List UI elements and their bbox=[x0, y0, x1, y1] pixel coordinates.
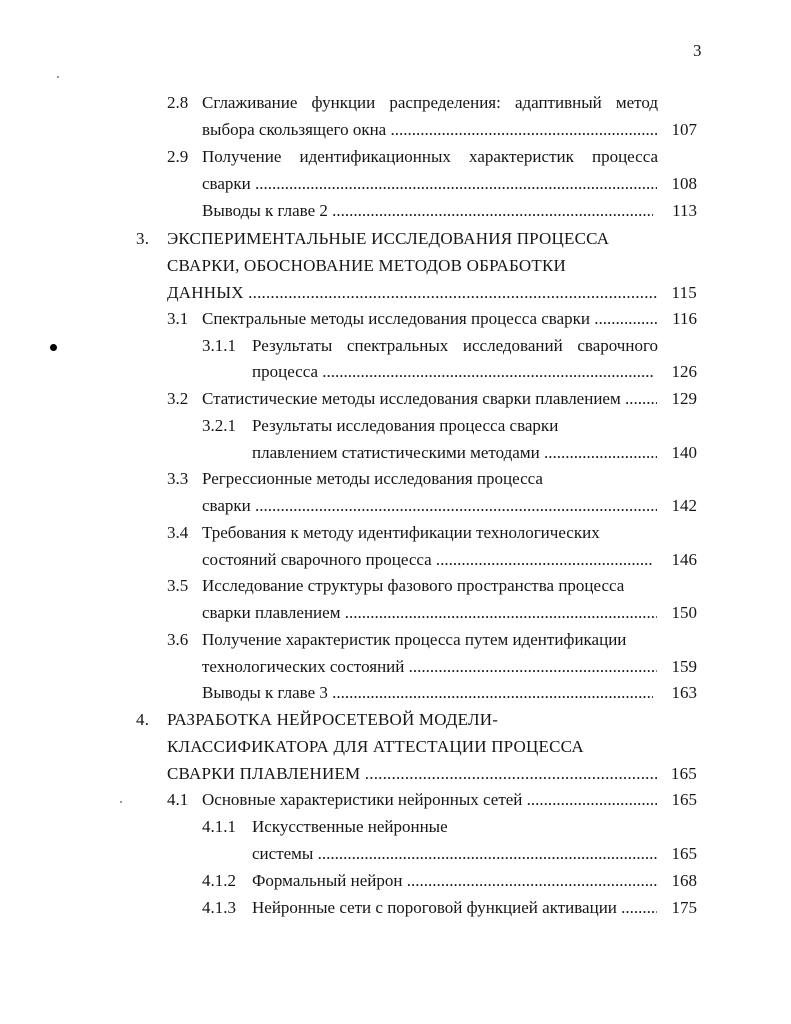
toc-entry-2-9 bbox=[0, 144, 791, 170]
entry-title-line: Сглаживание функции распределения: адаптивный метод bbox=[202, 93, 658, 112]
entry-page: 159 bbox=[671, 657, 697, 676]
toc-entry-3-3-cont bbox=[0, 493, 791, 519]
entry-page: 165 bbox=[671, 844, 697, 863]
entry-title-line: Искусственные нейронные bbox=[252, 817, 448, 836]
scan-speck bbox=[120, 801, 122, 803]
entry-page: 113 bbox=[672, 201, 697, 220]
entry-page: 126 bbox=[671, 362, 697, 381]
entry-title-line: Нейронные сети с пороговой функцией активации ..... bbox=[252, 895, 657, 921]
entry-page: 115 bbox=[671, 283, 697, 302]
entry-title-line: сварки плавлением ..... bbox=[202, 600, 657, 626]
entry-number: 2.8 bbox=[167, 93, 189, 112]
chapter-title-line: ДАННЫХ ..... bbox=[167, 280, 657, 306]
toc-entry-3-1-1 bbox=[0, 333, 791, 359]
toc-entry-3-2 bbox=[0, 386, 791, 412]
entry-number: 4.1.1 bbox=[202, 817, 236, 836]
entry-page: 146 bbox=[671, 550, 697, 569]
toc-entry-3-3 bbox=[0, 466, 791, 492]
entry-title-line: плавлением статистическими методами ..... bbox=[252, 440, 657, 466]
entry-page: 107 bbox=[671, 120, 697, 139]
entry-title-line: Статистические методы исследования сварки плавлением ..... bbox=[202, 386, 657, 412]
entry-page: 140 bbox=[671, 443, 697, 462]
entry-page: 108 bbox=[671, 174, 697, 193]
entry-title-line: Результаты спектральных исследований сварочного bbox=[252, 336, 658, 355]
entry-page: 142 bbox=[671, 496, 697, 515]
toc-entry-4-1-1-cont bbox=[0, 841, 791, 867]
chapter-title-line: СВАРКИ ПЛАВЛЕНИЕМ ..... bbox=[167, 761, 657, 787]
entry-number: 3.2.1 bbox=[202, 416, 236, 435]
page-number: 3 bbox=[693, 41, 702, 60]
entry-title-line: сварки ..... bbox=[202, 493, 657, 519]
entry-number: 3.6 bbox=[167, 630, 189, 649]
entry-title-line: Регрессионные методы исследования процесса bbox=[202, 469, 543, 488]
entry-title-line: Получение характеристик процесса путем идентификации bbox=[202, 630, 627, 649]
entry-number: 4.1.3 bbox=[202, 898, 236, 917]
entry-page: 116 bbox=[672, 309, 697, 328]
entry-page: 165 bbox=[670, 764, 697, 783]
chapter-title-line: СВАРКИ, ОБОСНОВАНИЕ МЕТОДОВ ОБРАБОТКИ bbox=[167, 256, 566, 275]
toc-entry-3-5-cont bbox=[0, 600, 791, 626]
chapter-title-line: КЛАССИФИКАТОРА ДЛЯ АТТЕСТАЦИИ ПРОЦЕССА bbox=[167, 737, 584, 756]
toc-entry-3-1 bbox=[0, 306, 791, 332]
entry-number: 3.2 bbox=[167, 389, 189, 408]
scan-speck bbox=[57, 76, 59, 78]
entry-title-line: Спектральные методы исследования процесса сварки ..... bbox=[202, 306, 657, 332]
toc-entry-4-1 bbox=[0, 787, 791, 813]
toc-entry-3-2-1-cont bbox=[0, 440, 791, 466]
toc-entry-conclusions-3 bbox=[0, 680, 791, 706]
toc-entry-conclusions-2 bbox=[0, 198, 791, 224]
toc-entry-3-4-cont bbox=[0, 547, 791, 573]
toc-entry-3-4 bbox=[0, 520, 791, 546]
entry-title-line: Формальный нейрон ..... bbox=[252, 868, 657, 894]
toc-entry-2-8-cont bbox=[0, 117, 791, 143]
toc-chapter-3 bbox=[0, 226, 791, 252]
entry-title-line: Получение идентификационных характеристик процесса bbox=[202, 147, 658, 166]
toc-chapter-3-cont2 bbox=[0, 280, 791, 306]
entry-number: 3.1 bbox=[167, 309, 189, 328]
toc-entry-4-1-1 bbox=[0, 814, 791, 840]
toc-entry-2-8 bbox=[0, 90, 791, 116]
chapter-title-line: РАЗРАБОТКА НЕЙРОСЕТЕВОЙ МОДЕЛИ- bbox=[167, 710, 499, 729]
toc-entry-4-1-2 bbox=[0, 868, 791, 894]
toc-entry-3-2-1 bbox=[0, 413, 791, 439]
entry-number: 3.3 bbox=[167, 469, 189, 488]
entry-title-line: Требования к методу идентификации технологических bbox=[202, 523, 600, 542]
entry-title-line: Основные характеристики нейронных сетей ..... bbox=[202, 787, 657, 813]
entry-title-line: Исследование структуры фазового пространства процесса bbox=[202, 576, 625, 595]
toc-chapter-3-cont bbox=[0, 253, 791, 279]
entry-page: 150 bbox=[671, 603, 697, 622]
entry-title-line: Выводы к главе 3 ..... bbox=[202, 680, 653, 706]
entry-title-line: выбора скользящего окна ..... bbox=[202, 117, 657, 143]
entry-number: 4.1.2 bbox=[202, 871, 236, 890]
entry-number: 3.4 bbox=[167, 523, 189, 542]
scan-bullet-mark bbox=[50, 344, 57, 351]
chapter-number: 4. bbox=[136, 710, 150, 729]
toc-entry-3-6 bbox=[0, 627, 791, 653]
entry-page: 175 bbox=[671, 898, 697, 917]
entry-number: 3.5 bbox=[167, 576, 189, 595]
entry-number: 4.1 bbox=[167, 790, 189, 809]
toc-chapter-4 bbox=[0, 707, 791, 733]
entry-title-line: сварки ..... bbox=[202, 171, 657, 197]
toc-entry-4-1-3 bbox=[0, 895, 791, 921]
entry-title-line: процесса ..... bbox=[252, 359, 653, 385]
entry-page: 165 bbox=[671, 790, 697, 809]
entry-number: 3.1.1 bbox=[202, 336, 236, 355]
toc-entry-3-6-cont bbox=[0, 654, 791, 680]
entry-title-line: Результаты исследования процесса сварки bbox=[252, 416, 559, 435]
toc-entry-3-5 bbox=[0, 573, 791, 599]
toc-entry-3-1-1-cont bbox=[0, 359, 791, 385]
toc-entry-2-9-cont bbox=[0, 171, 791, 197]
entry-number: 2.9 bbox=[167, 147, 189, 166]
toc-chapter-4-cont bbox=[0, 734, 791, 760]
entry-page: 129 bbox=[671, 389, 697, 408]
chapter-title-line: ЭКСПЕРИМЕНТАЛЬНЫЕ ИССЛЕДОВАНИЯ ПРОЦЕССА bbox=[167, 229, 610, 248]
toc-chapter-4-cont2 bbox=[0, 761, 791, 787]
entry-title-line: технологических состояний ..... bbox=[202, 654, 657, 680]
entry-title-line: Выводы к главе 2 ..... bbox=[202, 198, 653, 224]
entry-title-line: системы ..... bbox=[252, 841, 657, 867]
entry-title-line: состояний сварочного процесса ..... bbox=[202, 547, 653, 573]
entry-page: 163 bbox=[671, 683, 697, 702]
chapter-number: 3. bbox=[136, 229, 150, 248]
entry-page: 168 bbox=[671, 871, 697, 890]
